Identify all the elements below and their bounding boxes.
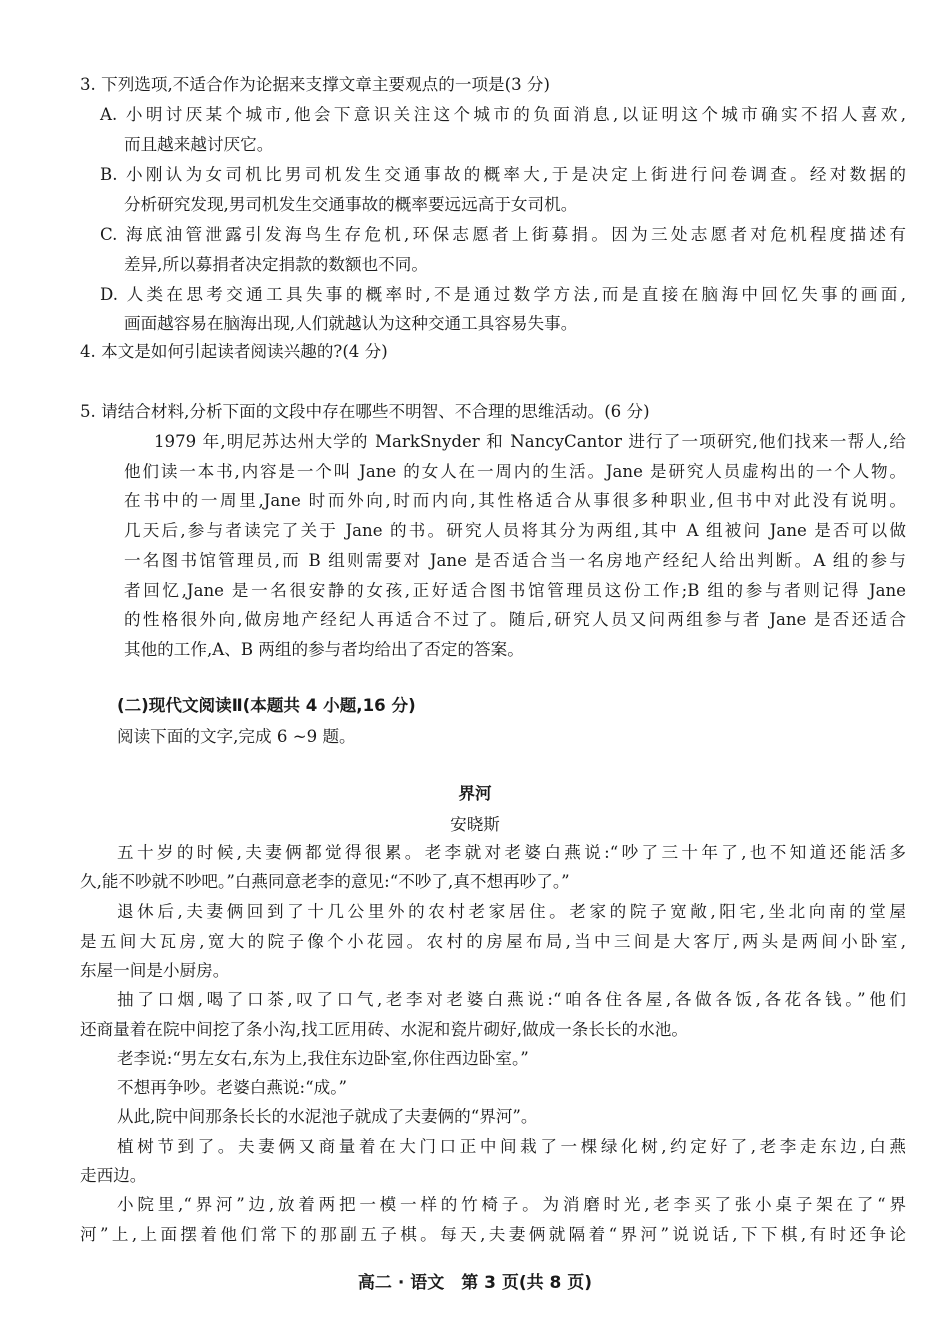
story-line: 小院里,“界河”边,放着两把一模一样的竹椅子。为消磨时光,老李买了张小桌子架在了“界 — [117, 1195, 906, 1214]
page-footer: 高二 · 语文 第 3 页(共 8 页) — [357, 1273, 593, 1293]
question-3-option-a-cont: 而且越来越讨厌它。 — [124, 135, 274, 154]
question-3-option-a: A. 小明讨厌某个城市,他会下意识关注这个城市的负面消息,以证明这个城市确实不招人喜欢, — [100, 105, 906, 124]
passage-line: 1979 年,明尼苏达州大学的 MarkSnyder 和 NancyCantor 进行了一项研究,他们找来一帮人,给 — [154, 432, 906, 451]
story-author: 安晓斯 — [450, 815, 500, 834]
story-line: 东屋一间是小厨房。 — [80, 961, 230, 980]
question-3-option-d: D. 人类在思考交通工具失事的概率时,不是通过数学方法,而是直接在脑海中回忆失事的画面, — [100, 285, 906, 304]
passage-line: 几天后,参与者读完了关于 Jane 的书。研究人员将其分为两组,其中 A 组被问 Jane 是否可以做 — [124, 521, 906, 540]
passage-line: 他们读一本书,内容是一个叫 Jane 的女人在一周内的生活。Jane 是研究人员虚构出的一个人物。 — [124, 462, 906, 481]
passage-line: 其他的工作,A、B 两组的参与者均给出了否定的答案。 — [124, 640, 524, 659]
section-heading: (二)现代文阅读Ⅱ(本题共 4 小题,16 分) — [117, 696, 416, 715]
story-line: 五十岁的时候,夫妻俩都觉得很累。老李就对老婆白燕说:“吵了三十年了,也不知道还能活多 — [117, 843, 906, 862]
question-3-option-d-cont: 画面越容易在脑海出现,人们就越认为这种交通工具容易失事。 — [124, 314, 578, 333]
story-title: 界河 — [458, 784, 492, 803]
question-3-stem: 3. 下列选项,不适合作为论据来支撑文章主要观点的一项是(3 分) — [80, 75, 551, 94]
question-3-option-c: C. 海底油管泄露引发海鸟生存危机,环保志愿者上街募捐。因为三处志愿者对危机程度描述有 — [100, 225, 906, 244]
story-line: 是五间大瓦房,宽大的院子像个小花园。农村的房屋布局,当中三间是大客厅,两头是两间小卧室, — [80, 932, 906, 951]
story-line: 还商量着在院中间挖了条小沟,找工匠用砖、水泥和瓷片砌好,做成一条长长的水池。 — [80, 1020, 688, 1039]
story-line: 河”上,上面摆着他们常下的那副五子棋。每天,夫妻俩就隔着“界河”说说话,下下棋,有时还争论 — [80, 1225, 906, 1244]
story-line: 抽了口烟,喝了口茶,叹了口气,老李对老婆白燕说:“咱各住各屋,各做各饭,各花各钱。”他们 — [117, 990, 906, 1009]
question-4-stem: 4. 本文是如何引起读者阅读兴趣的?(4 分) — [80, 342, 388, 361]
question-5-stem: 5. 请结合材料,分析下面的文段中存在哪些不明智、不合理的思维活动。(6 分) — [80, 402, 650, 421]
story-line: 老李说:“男左女右,东为上,我住东边卧室,你住西边卧室。” — [117, 1049, 529, 1068]
section-instruction: 阅读下面的文字,完成 6 ~9 题。 — [117, 727, 356, 746]
story-line: 走西边。 — [80, 1166, 147, 1185]
passage-line: 的性格很外向,做房地产经纪人再适合不过了。随后,研究人员又问两组参与者 Jane 是否还适合 — [124, 610, 906, 629]
story-line: 久,能不吵就不吵吧。”白燕同意老李的意见:“不吵了,真不想再吵了。” — [80, 872, 570, 891]
question-3-option-b: B. 小刚认为女司机比男司机发生交通事故的概率大,于是决定上街进行问卷调查。经对数据的 — [100, 165, 906, 184]
story-line: 植树节到了。夫妻俩又商量着在大门口正中间栽了一棵绿化树,约定好了,老李走东边,白燕 — [117, 1137, 906, 1156]
question-3-option-c-cont: 差异,所以募捐者决定捐款的数额也不同。 — [124, 255, 428, 274]
passage-line: 一名图书馆管理员,而 B 组则需要对 Jane 是否适合当一名房地产经纪人给出判断。A 组的参与 — [124, 551, 906, 570]
question-3-option-b-cont: 分析研究发现,男司机发生交通事故的概率要远远高于女司机。 — [124, 195, 578, 214]
passage-line: 在书中的一周里,Jane 时而外向,时而内向,其性格适合从事很多种职业,但书中对此没有说明。 — [124, 491, 906, 510]
passage-line: 者回忆,Jane 是一名很安静的女孩,正好适合图书馆管理员这份工作;B 组的参与者则记得 Jane — [124, 581, 906, 600]
story-line: 退休后,夫妻俩回到了十几公里外的农村老家居住。老家的院子宽敞,阳宅,坐北向南的堂屋 — [117, 902, 906, 921]
story-line: 从此,院中间那条长长的水泥池子就成了夫妻俩的“界河”。 — [117, 1107, 538, 1126]
story-line: 不想再争吵。老婆白燕说:“成。” — [117, 1078, 347, 1097]
